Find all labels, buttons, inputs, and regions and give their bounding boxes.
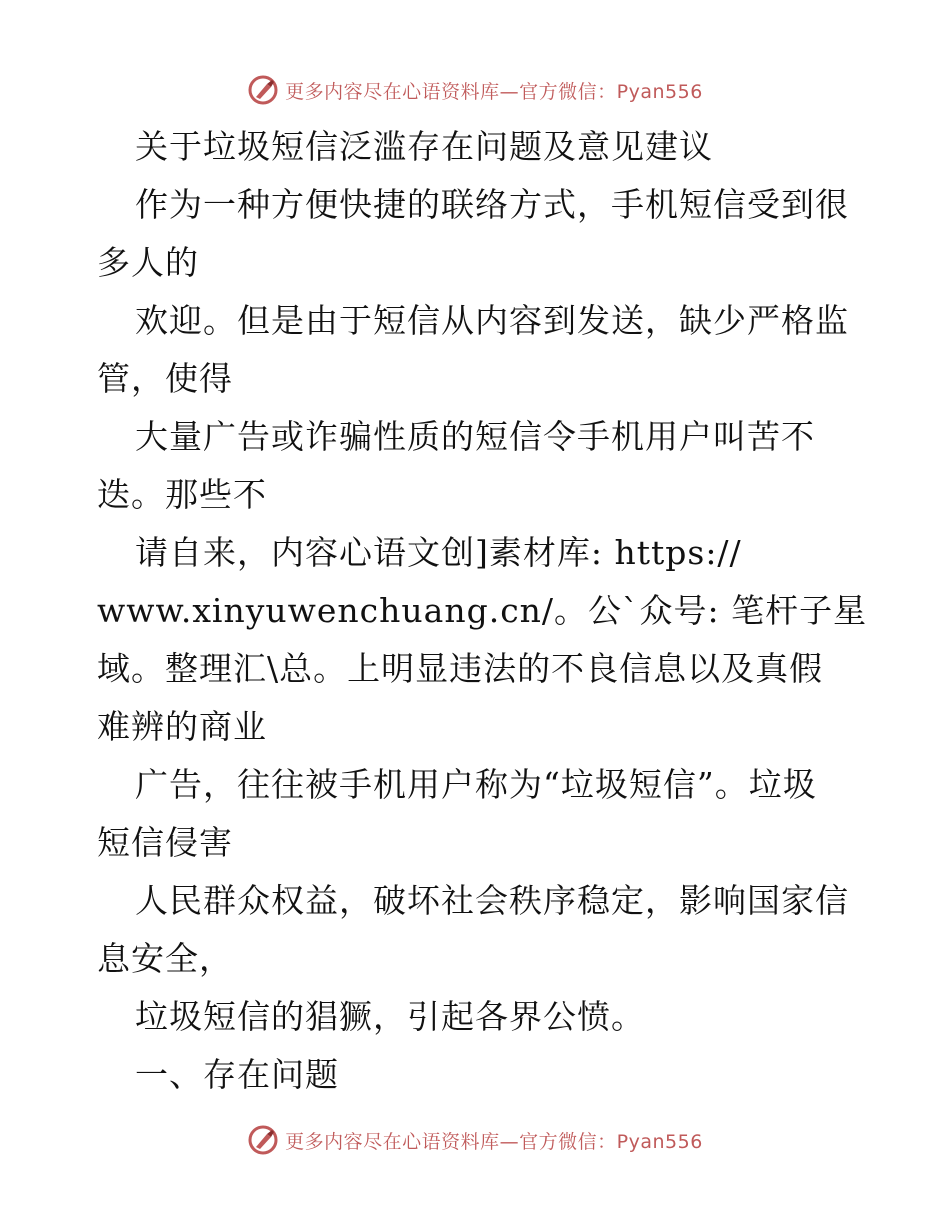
paragraph-line: 一、存在问题 xyxy=(135,1055,339,1094)
paragraph-line: 大量广告或诈骗性质的短信令手机用户叫苦不 xyxy=(135,417,815,456)
paragraph-line: 作为一种方便快捷的联络方式，手机短信受到很 xyxy=(135,185,849,224)
paragraph-line: 人民群众权益，破坏社会秩序稳定，影响国家信 xyxy=(135,881,849,920)
paragraph-line: 多人的 xyxy=(97,243,199,282)
pen-nib-logo-icon xyxy=(247,74,279,106)
paragraph-line: www.xinyuwenchuang.cn/。公`众号: 笔杆子星 xyxy=(97,591,868,630)
header-banner xyxy=(0,70,950,110)
paragraph-line: 管，使得 xyxy=(97,359,233,398)
banner-text: 更多内容尽在心语资料库—官方微信：Pyan556 xyxy=(285,1130,703,1153)
paragraph-line: 请自来，内容心语文创]素材库: https:// xyxy=(135,533,742,572)
paragraph-line: 关于垃圾短信泛滥存在问题及意见建议 xyxy=(135,127,713,166)
paragraph-line: 难辨的商业 xyxy=(97,707,267,746)
banner-text: 更多内容尽在心语资料库—官方微信：Pyan556 xyxy=(285,80,703,103)
paragraph-line: 垃圾短信的猖獗，引起各界公愤。 xyxy=(135,997,645,1036)
paragraph-line: 广告，往往被手机用户称为“垃圾短信”。垃圾 xyxy=(135,765,817,804)
paragraph-line: 迭。那些不 xyxy=(97,475,267,514)
paragraph-line: 短信侵害 xyxy=(97,823,233,862)
document-body xyxy=(97,118,868,1104)
pen-nib-logo-icon xyxy=(247,1124,279,1156)
paragraph-line: 域。整理汇\总。上明显违法的不良信息以及真假 xyxy=(97,649,824,688)
footer-banner xyxy=(0,1120,950,1160)
paragraph-line: 欢迎。但是由于短信从内容到发送，缺少严格监 xyxy=(135,301,849,340)
paragraph-line: 息安全， xyxy=(97,939,233,978)
